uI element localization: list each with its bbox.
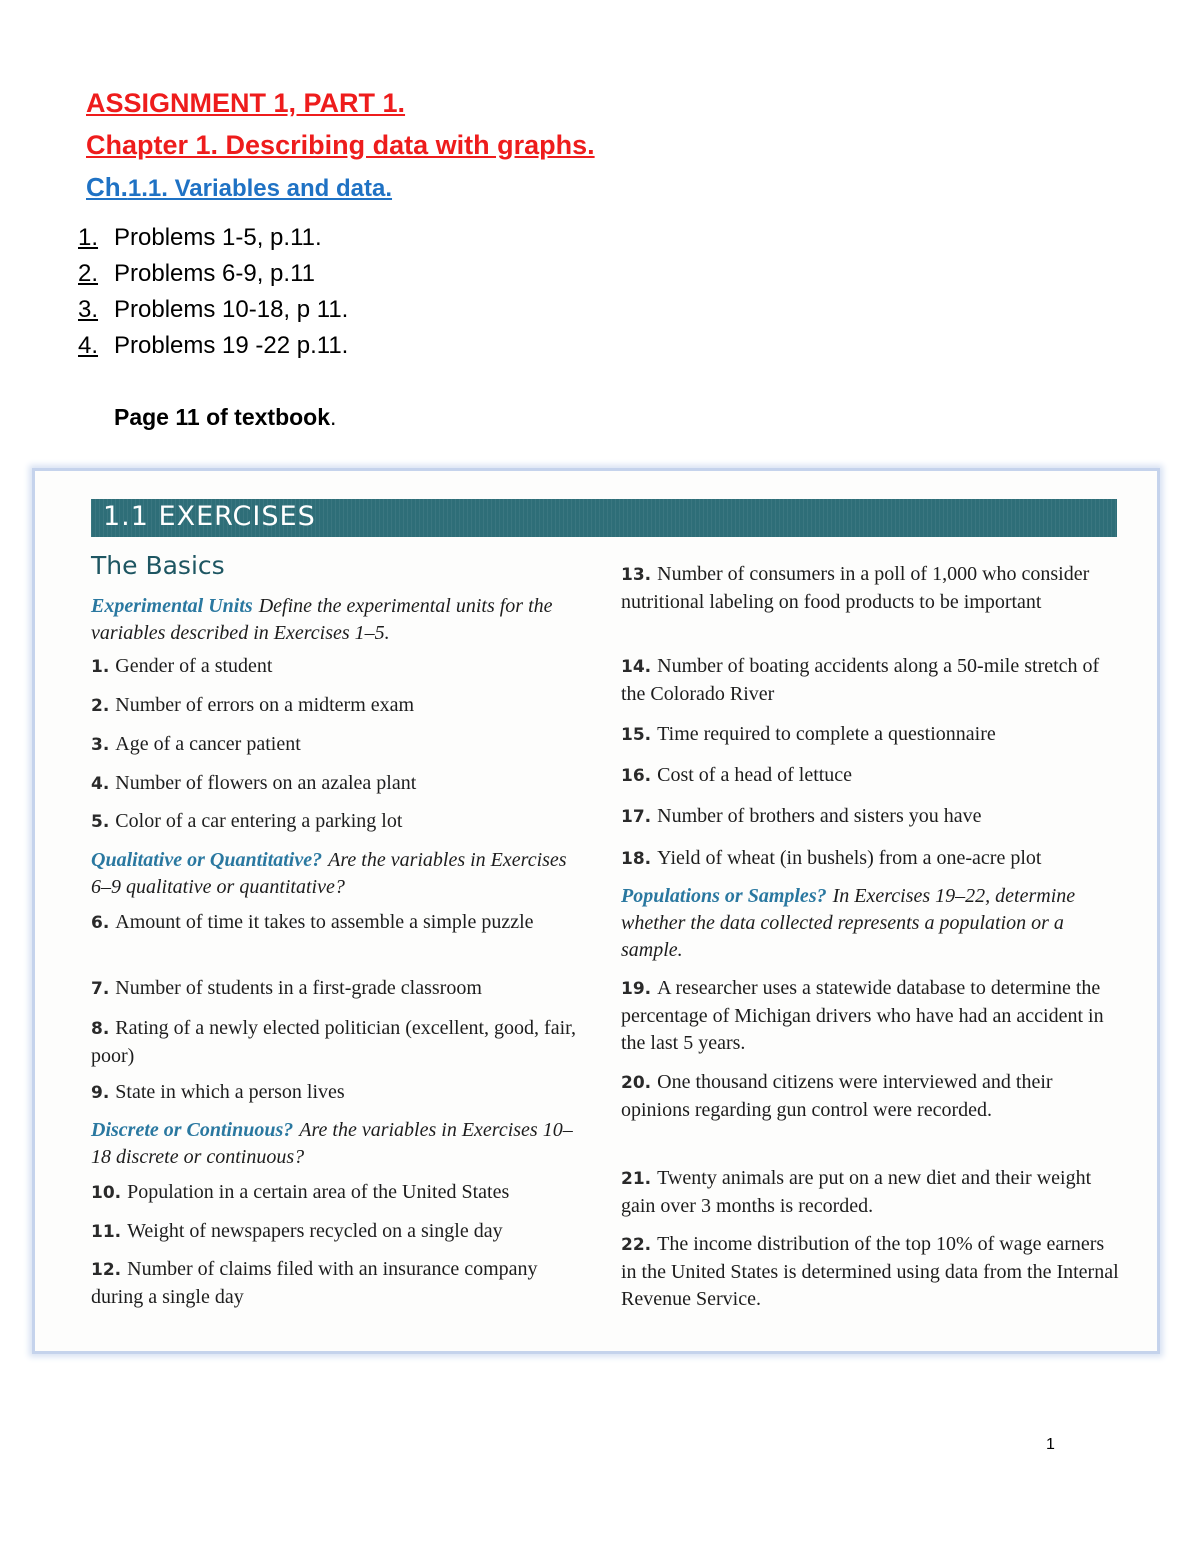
section-prefix: Ch. (86, 172, 128, 202)
exercise-item: 4. Number of flowers on an azalea plant (91, 772, 417, 794)
exercise-item: 15. Time required to complete a questionnaire (621, 723, 996, 745)
exercise-item: 22. The income distribution of the top 10% of wage earners in the United States is determined using data from the Internal Revenue Service. (621, 1233, 1119, 1310)
exercise-item: 3. Age of a cancer patient (91, 733, 301, 755)
exercise-item: 1. Gender of a student (91, 655, 273, 677)
exercise-item: 9. State in which a person lives (91, 1081, 345, 1103)
exercise-item: 12. Number of claims filed with an insurance company during a single day (91, 1258, 538, 1308)
page-number: 1 (1046, 1436, 1055, 1453)
exercise-item: 14. Number of boating accidents along a 50-mile stretch of the Colorado River (621, 655, 1100, 705)
problem-list (78, 222, 348, 366)
assignment-title: ASSIGNMENT 1, PART 1. (86, 88, 406, 118)
exercise-item: 21. Twenty animals are put on a new diet and their weight gain over 3 months is recorded. (621, 1167, 1092, 1217)
exercise-item: 19. A researcher uses a statewide database to determine the percentage of Michigan drivers who have had an accident in the last 5 years. (621, 977, 1104, 1054)
textbook-excerpt (32, 468, 1160, 1354)
list-item: 2. Problems 6-9, p.11 (78, 260, 315, 287)
list-item: 4. Problems 19 -22 p.11. (78, 332, 349, 359)
list-item: 1. Problems 1-5, p.11. (78, 224, 322, 251)
exercise-item: 7. Number of students in a first-grade classroom (91, 977, 482, 999)
exercise-item: 11. Weight of newspapers recycled on a single day (91, 1220, 503, 1242)
banner-title: 1.1 EXERCISES (103, 501, 316, 532)
exercise-item: 8. Rating of a newly elected politician (excellent, good, fair, poor) (91, 1017, 576, 1067)
exercise-item: 10. Population in a certain area of the United States (91, 1181, 510, 1203)
page-reference: Page 11 of textbook. (114, 404, 337, 430)
chapter-title: Chapter 1. Describing data with graphs. (86, 130, 595, 160)
section-populations: Populations or Samples? In Exercises 19–22, determine whether the data collected represents a population or a sample. (621, 885, 1076, 961)
exercise-item: 18. Yield of wheat (in bushels) from a one-acre plot (621, 847, 1042, 869)
section-title (86, 172, 392, 203)
exercise-item: 13. Number of consumers in a poll of 1,000 who consider nutritional labeling on food products to be important (621, 563, 1090, 613)
exercises-banner (91, 499, 1117, 537)
exercise-item: 6. Amount of time it takes to assemble a simple puzzle (91, 911, 534, 933)
section-discrete: Discrete or Continuous? Are the variables in Exercises 10–18 discrete or continuous? (91, 1119, 573, 1168)
list-item: 3. Problems 10-18, p 11. (78, 296, 349, 323)
section-experimental-units: Experimental Units Define the experimental units for the variables described in Exercises 1–5. (91, 595, 553, 644)
section-rest: 1.1. Variables and data. (127, 175, 393, 202)
exercise-item: 16. Cost of a head of lettuce (621, 764, 853, 786)
exercise-item: 5. Color of a car entering a parking lot (91, 810, 403, 832)
exercise-item: 20. One thousand citizens were interviewed and their opinions regarding gun control were recorded. (621, 1071, 1053, 1121)
exercise-item: 17. Number of brothers and sisters you have (621, 805, 982, 827)
section-qualitative: Qualitative or Quantitative? Are the variables in Exercises 6–9 qualitative or quantitative? (91, 849, 567, 898)
exercise-item: 2. Number of errors on a midterm exam (91, 694, 415, 716)
basics-heading: The Basics (91, 551, 225, 580)
